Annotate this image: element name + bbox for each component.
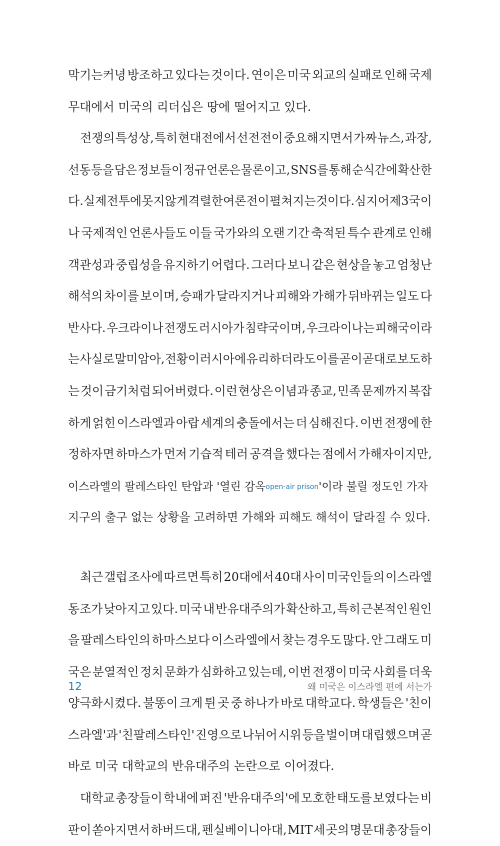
word: 총장들이 bbox=[115, 791, 163, 806]
word: 하마스가 bbox=[115, 447, 163, 462]
word: 보였다는 bbox=[372, 791, 420, 806]
text-line bbox=[68, 720, 432, 752]
word: 인해 bbox=[384, 68, 408, 82]
word: 등을 bbox=[91, 162, 114, 177]
word: 먼저 bbox=[163, 447, 188, 462]
word: 차이를 bbox=[104, 289, 139, 304]
word: 국제 bbox=[408, 68, 432, 82]
word: 근본적인 bbox=[361, 601, 408, 616]
word: 테러 bbox=[224, 447, 249, 462]
word: 심지어 bbox=[354, 194, 390, 209]
word: 문화가 bbox=[164, 664, 200, 679]
word: 아랍 bbox=[176, 415, 200, 430]
page-number: 12 bbox=[68, 679, 82, 693]
text-line bbox=[68, 783, 432, 815]
word: 것이 bbox=[80, 383, 104, 398]
gloss-after: '이라 불릴 정도인 가자 bbox=[318, 479, 428, 493]
word: 가짜 bbox=[353, 131, 377, 146]
text-line bbox=[68, 218, 432, 250]
word: 크게 bbox=[179, 696, 203, 711]
word: 과장, bbox=[404, 131, 432, 146]
word: 일도 bbox=[395, 289, 420, 304]
text-line bbox=[68, 562, 432, 594]
word: 판이 bbox=[68, 822, 92, 837]
word: 현상은 bbox=[238, 383, 274, 398]
word: 곧 bbox=[420, 727, 432, 742]
word: 놓고 bbox=[372, 257, 396, 272]
word: 반사다. bbox=[68, 320, 106, 335]
word: 것이다. bbox=[315, 194, 355, 209]
word: 곳 bbox=[217, 696, 230, 711]
word: 피해국이라 bbox=[375, 320, 432, 335]
word: 보도하 bbox=[397, 352, 432, 367]
word: 비 bbox=[420, 791, 432, 806]
text-line bbox=[68, 376, 432, 408]
word: 다 bbox=[420, 289, 432, 304]
word: 통해 bbox=[328, 162, 352, 177]
text-line bbox=[68, 250, 432, 282]
word: 관계로 bbox=[372, 225, 408, 240]
gloss-before: 이스라엘의 팔레스타인 탄압과 '열린 감옥 bbox=[68, 479, 266, 493]
word: 따르면 bbox=[163, 569, 199, 584]
word: 현상을 bbox=[336, 257, 372, 272]
word: 우크라이나는 bbox=[306, 320, 375, 335]
word: 분열적인 bbox=[92, 664, 139, 679]
word: 미국 bbox=[287, 68, 311, 82]
word: 펜실베이니아대, bbox=[201, 822, 287, 837]
word: 하마스보다 bbox=[151, 633, 210, 648]
word: 미국 bbox=[178, 601, 203, 616]
word: 20대에서 bbox=[223, 569, 274, 584]
word: 이런 bbox=[214, 383, 238, 398]
text-line-with-gloss bbox=[68, 471, 432, 503]
word: 스라엘'과 bbox=[68, 727, 118, 742]
word: 전쟁에 bbox=[384, 415, 420, 430]
word: 미국인들의 bbox=[326, 569, 385, 584]
text-line: 무대에서 미국의 리더십은 땅에 떨어지고 있다. bbox=[68, 99, 312, 114]
word: 러시아가 bbox=[198, 320, 245, 335]
word: '반유대주의'에 bbox=[223, 791, 300, 806]
word: 오랜 bbox=[261, 225, 285, 240]
word: 실패로 bbox=[348, 68, 383, 82]
word: 조사에 bbox=[128, 569, 163, 584]
word: 말미암아, bbox=[114, 352, 165, 367]
word: 격렬한 bbox=[188, 194, 223, 209]
section-break bbox=[68, 534, 432, 562]
word: 을 bbox=[68, 633, 80, 648]
word: 객관성과 bbox=[68, 257, 115, 272]
word: '친이 bbox=[405, 696, 432, 711]
text-line bbox=[68, 439, 432, 471]
word: 순식간에 bbox=[351, 162, 398, 177]
word: 공격을 bbox=[249, 447, 285, 462]
word: 것이다. bbox=[211, 68, 250, 82]
word: 미 bbox=[420, 633, 432, 648]
word: 정하자면 bbox=[68, 447, 115, 462]
word: 국가와의 bbox=[213, 225, 260, 240]
word: 중립성을 bbox=[115, 257, 163, 272]
word: 곳의 bbox=[325, 822, 350, 837]
word: 실제 bbox=[83, 194, 107, 209]
word: 그래도 bbox=[384, 633, 420, 648]
word: 이스라엘 bbox=[385, 569, 432, 584]
word: 는 bbox=[68, 383, 80, 398]
word: SNS를 bbox=[290, 162, 329, 177]
word: 여론전이 bbox=[223, 194, 270, 209]
word: 하나가 bbox=[244, 696, 279, 711]
word: 현대전에서 bbox=[178, 131, 237, 146]
word: 원인 bbox=[408, 601, 432, 616]
word: 등을 bbox=[302, 727, 326, 742]
word: 달라지거나 bbox=[216, 289, 275, 304]
word: 40대 bbox=[274, 569, 302, 584]
english-gloss: open-air prison bbox=[265, 482, 319, 491]
word: 선전전이 bbox=[236, 131, 284, 146]
word: 있다는 bbox=[175, 68, 210, 82]
word: 낮아지고 bbox=[103, 601, 151, 616]
word: 이번 bbox=[359, 415, 384, 430]
word: MIT bbox=[287, 822, 313, 837]
text-line bbox=[68, 60, 432, 92]
word: 나뉘어 bbox=[242, 727, 278, 742]
word: 문제까지 bbox=[361, 383, 408, 398]
word: 특히 bbox=[337, 601, 361, 616]
word: 특수 bbox=[347, 225, 371, 240]
word: 전투에 bbox=[106, 194, 142, 209]
word: 인해 bbox=[408, 225, 432, 240]
word: 국은 bbox=[68, 664, 92, 679]
word: 국제적인 bbox=[81, 225, 128, 240]
page-footer bbox=[68, 678, 432, 694]
word: 확산하고, bbox=[286, 601, 337, 616]
word: 모호한 bbox=[300, 791, 336, 806]
word: 제3국이 bbox=[389, 194, 432, 209]
word: 침략국이며, bbox=[245, 320, 306, 335]
word: 다. bbox=[68, 194, 84, 209]
word: 곧이곧대로 bbox=[339, 352, 398, 367]
word: 특성상, bbox=[115, 131, 154, 146]
word: 그러다 bbox=[251, 257, 286, 272]
word: 대학교 bbox=[80, 791, 115, 806]
word: 했다는 bbox=[285, 447, 321, 462]
word: 시위 bbox=[278, 727, 302, 742]
word: 피해와 bbox=[275, 289, 311, 304]
word: 학내에 bbox=[163, 791, 199, 806]
word: 해석의 bbox=[68, 289, 103, 304]
text-line: 지구의 출구 없는 상황을 고려하면 가해와 피해도 해석이 달라질 수 있다. bbox=[68, 510, 431, 525]
text-line bbox=[68, 313, 432, 345]
word: 전쟁이 bbox=[312, 664, 348, 679]
word: 동조가 bbox=[68, 601, 103, 616]
word: 심해진다. bbox=[308, 415, 359, 430]
word: 못지않게 bbox=[141, 194, 189, 209]
word: 사실로 bbox=[79, 352, 115, 367]
word: 특히 bbox=[199, 569, 223, 584]
word: 벌이며 bbox=[326, 727, 361, 742]
word: 전쟁의 bbox=[80, 131, 115, 146]
word: 유리하더라도 bbox=[246, 352, 316, 367]
word: 안 bbox=[371, 633, 383, 648]
word: 반유대주의가 bbox=[215, 601, 286, 616]
word: 같은 bbox=[311, 257, 336, 272]
text-line bbox=[68, 625, 432, 657]
word: 사회를 bbox=[372, 664, 408, 679]
word: 종교, bbox=[309, 383, 337, 398]
gloss-line-text bbox=[68, 471, 428, 503]
word: 얽힌 bbox=[92, 415, 116, 430]
running-title: 왜 미국은 이스라엘 편에 서는가 bbox=[307, 682, 432, 693]
word: 한 bbox=[420, 415, 432, 430]
word: 대학교다. bbox=[305, 696, 356, 711]
word: 는 bbox=[68, 352, 80, 367]
word: 엄청난 bbox=[397, 257, 432, 272]
word: 러시아에 bbox=[199, 352, 247, 367]
text-line bbox=[68, 815, 432, 846]
word: 어렵다. bbox=[211, 257, 250, 272]
word: 이스라엘에서 bbox=[211, 633, 281, 648]
word: 가해자이지만, bbox=[358, 447, 432, 462]
word: 이스라엘과 bbox=[116, 415, 175, 430]
word: 언론은 bbox=[206, 162, 241, 177]
text-line bbox=[68, 123, 432, 155]
word: 연이은 bbox=[251, 68, 286, 82]
word: 민족 bbox=[337, 383, 361, 398]
word: 점에서 bbox=[322, 447, 358, 462]
word: 더욱 bbox=[408, 664, 432, 679]
word: 갤럽 bbox=[104, 569, 128, 584]
word: 기간 bbox=[286, 225, 310, 240]
text-line bbox=[68, 344, 432, 376]
word: 방조하고 bbox=[127, 68, 174, 82]
word: 뒤바뀌는 bbox=[348, 289, 395, 304]
word: 불똥이 bbox=[143, 696, 178, 711]
word: 진영으로 bbox=[195, 727, 242, 742]
word: 튄 bbox=[204, 696, 216, 711]
word: 이들 bbox=[188, 225, 212, 240]
word: 정치 bbox=[140, 664, 164, 679]
word: 최근 bbox=[80, 569, 104, 584]
word: 정규 bbox=[183, 162, 207, 177]
word: 이번 bbox=[287, 664, 312, 679]
word: 축적된 bbox=[311, 225, 346, 240]
word: 내 bbox=[203, 601, 215, 616]
text-line bbox=[68, 186, 432, 218]
word: 언론사들도 bbox=[129, 225, 188, 240]
word: 유지하기 bbox=[163, 257, 210, 272]
word: 이를 bbox=[315, 352, 340, 367]
text-line bbox=[68, 594, 432, 626]
word: 우크라이나 bbox=[106, 320, 164, 335]
word: 되어버렸다. bbox=[151, 383, 214, 398]
word: 많다. bbox=[342, 633, 370, 648]
word: 선동 bbox=[68, 162, 91, 177]
word: 더 bbox=[295, 415, 308, 430]
word: 전황이 bbox=[164, 352, 200, 367]
word: 하버드대, bbox=[150, 822, 201, 837]
word: 승패가 bbox=[180, 289, 216, 304]
word: 특히 bbox=[154, 131, 178, 146]
word: 하게 bbox=[68, 415, 92, 430]
word: 심화하고 bbox=[200, 664, 247, 679]
word: 있는데, bbox=[248, 664, 287, 679]
word: 총장들이 bbox=[385, 822, 432, 837]
word: 가해가 bbox=[311, 289, 347, 304]
text-line bbox=[68, 281, 432, 313]
word: 퍼진 bbox=[199, 791, 223, 806]
word: 금기처럼 bbox=[104, 383, 151, 398]
word: 바로 bbox=[280, 696, 304, 711]
word: 있다. bbox=[151, 601, 179, 616]
word: 복잡 bbox=[408, 383, 432, 398]
word: 외교의 bbox=[311, 68, 347, 82]
word: 보이며, bbox=[140, 289, 179, 304]
word: 나 bbox=[68, 225, 80, 240]
word: 보니 bbox=[287, 257, 311, 272]
word: 미국 bbox=[348, 664, 372, 679]
word: 이념과 bbox=[273, 383, 309, 398]
text-line bbox=[68, 155, 432, 187]
word: 대립했으며 bbox=[361, 727, 420, 742]
word: 정보들이 bbox=[137, 162, 183, 177]
word: 세계의 bbox=[200, 415, 236, 430]
word: 중요해지면서 bbox=[283, 131, 354, 146]
body-text bbox=[68, 60, 432, 846]
word: 기습적 bbox=[188, 447, 224, 462]
word: 학생들은 bbox=[357, 696, 404, 711]
text-line bbox=[68, 408, 432, 440]
word: 전쟁도 bbox=[164, 320, 199, 335]
word: 세 bbox=[313, 822, 326, 837]
word: 명문대 bbox=[349, 822, 385, 837]
word: 충돌에서는 bbox=[236, 415, 295, 430]
word: 중 bbox=[230, 696, 243, 711]
word: 찾는 bbox=[282, 633, 306, 648]
word: 팔레스타인의 bbox=[80, 633, 151, 648]
word: 담은 bbox=[114, 162, 138, 177]
word: 태도를 bbox=[336, 791, 372, 806]
word: 양극화시켰다. bbox=[68, 696, 142, 711]
word: 경우도 bbox=[306, 633, 342, 648]
word: '친팔레스타인' bbox=[118, 727, 195, 742]
text-line: 바로 미국 대학교의 반유대주의 논란으로 이어졌다. bbox=[68, 759, 335, 774]
word: 물론이고, bbox=[241, 162, 291, 177]
word: 확산한 bbox=[397, 162, 432, 177]
word: 쏟아지면서 bbox=[92, 822, 150, 837]
word: 펼쳐지는 bbox=[269, 194, 316, 209]
word: 막기는커녕 bbox=[68, 68, 126, 82]
word: 뉴스, bbox=[377, 131, 405, 146]
word: 사이 bbox=[302, 569, 326, 584]
